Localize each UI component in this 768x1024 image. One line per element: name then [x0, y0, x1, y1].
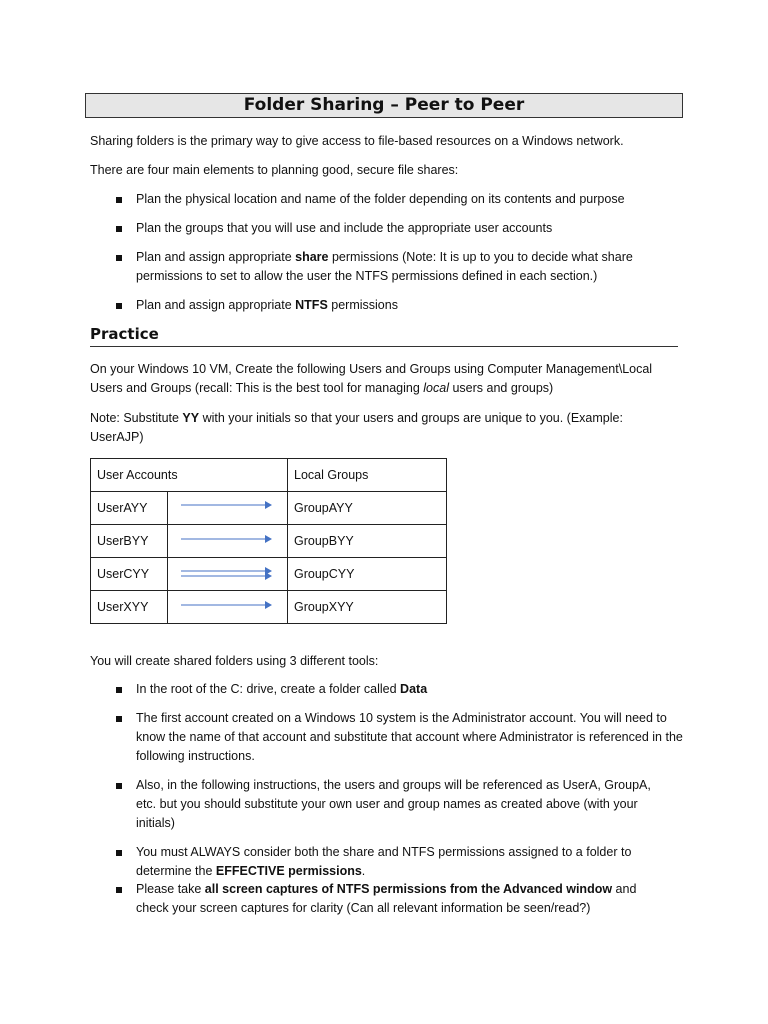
tools-bullet-4-tail: . — [361, 864, 366, 878]
screen-captures-emphasis: all screen captures of NTFS permissions from the Advanced window — [204, 882, 613, 896]
group-cell: GroupCYY — [288, 558, 447, 591]
table-row — [91, 492, 447, 525]
double-arrow-right-icon — [168, 558, 287, 590]
planning-bullet-3 — [136, 248, 656, 286]
tools-bullet-4-text: You must ALWAYS consider both the share and NTFS permissions assigned to a folder to determine the — [136, 845, 632, 878]
tools-bullet-5-text: Please take — [136, 882, 205, 896]
arrow-cell — [168, 558, 288, 591]
bullet-icon — [116, 850, 122, 856]
practice-p1-tail: users and groups) — [448, 381, 554, 395]
planning-bullet-3-note: permissions (Note: It is up to you to decide what share permissions to set to allow the user the NTFS permissions defined in each section.) — [136, 250, 633, 283]
user-cell: UserXYY — [91, 591, 168, 624]
bullet-icon — [116, 303, 122, 309]
table-header-row — [91, 459, 447, 492]
yy-emphasis: YY — [182, 411, 200, 425]
tools-bullet-1 — [136, 680, 684, 699]
group-cell: GroupAYY — [288, 492, 447, 525]
tools-bullet-4 — [136, 843, 656, 881]
planning-bullet-3-text: Plan and assign appropriate — [136, 250, 296, 264]
practice-heading: Practice — [90, 324, 678, 347]
practice-p2-tail: with your initials so that your users and groups are unique to you. (Example: UserAJP) — [90, 411, 623, 444]
planning-bullet-4 — [136, 296, 684, 315]
table-row — [91, 525, 447, 558]
arrow-cell — [168, 525, 288, 558]
tools-bullet-5 — [136, 880, 666, 918]
user-cell: UserAYY — [91, 492, 168, 525]
data-folder-emphasis: Data — [400, 682, 428, 696]
header-local-groups: Local Groups — [288, 459, 447, 492]
tools-bullet-3: Also, in the following instructions, the users and groups will be referenced as UserA, GroupA, etc. but you should substitute your own user and group names as created above (with your initials) — [136, 778, 651, 830]
intro-paragraph-1: Sharing folders is the primary way to give access to file-based resources on a Windows network. — [90, 134, 624, 148]
user-cell: UserBYY — [91, 525, 168, 558]
intro-paragraph-2: There are four main elements to planning good, secure file shares: — [90, 163, 459, 177]
bullet-icon — [116, 783, 122, 789]
tools-intro: You will create shared folders using 3 different tools: — [90, 654, 379, 668]
bullet-icon — [116, 716, 122, 722]
practice-p1-text: On your Windows 10 VM, Create the following Users and Groups using Computer Management\Local Users and Groups (recall: This is the best tool for managing — [90, 362, 653, 395]
document-title: Folder Sharing – Peer to Peer — [85, 93, 683, 118]
user-cell: UserCYY — [91, 558, 168, 591]
ntfs-emphasis: NTFS — [295, 298, 328, 312]
tools-bullet-2: The first account created on a Windows 10 system is the Administrator account. You will need to know the name of that account and substitute that account where Administrator is referenced in the following instructions. — [136, 711, 683, 763]
table-row — [91, 558, 447, 591]
group-cell: GroupXYY — [288, 591, 447, 624]
planning-bullet-4-tail: permissions — [327, 298, 398, 312]
planning-bullet-2: Plan the groups that you will use and include the appropriate user accounts — [136, 221, 553, 235]
practice-p2-text: Note: Substitute — [90, 411, 183, 425]
bullet-icon — [116, 255, 122, 261]
effective-permissions-emphasis: EFFECTIVE permissions — [215, 864, 362, 878]
planning-bullet-1: Plan the physical location and name of the folder depending on its contents and purpose — [136, 192, 625, 206]
arrow-cell — [168, 492, 288, 525]
arrow-right-icon — [168, 591, 287, 623]
bullet-icon — [116, 226, 122, 232]
local-emphasis: local — [423, 381, 449, 395]
users-groups-table — [90, 458, 447, 624]
bullet-icon — [116, 687, 122, 693]
practice-paragraph-1 — [90, 360, 670, 398]
share-emphasis: share — [295, 250, 329, 264]
tools-bullet-1-text: In the root of the C: drive, create a folder called — [136, 682, 401, 696]
arrow-cell — [168, 591, 288, 624]
arrow-right-icon — [168, 525, 287, 557]
practice-paragraph-2 — [90, 409, 670, 447]
tools-bullet-5-tail: and check your screen captures for clarity (Can all relevant information be seen/read?) — [136, 882, 637, 915]
arrow-right-icon — [168, 492, 287, 524]
planning-bullet-4-text: Plan and assign appropriate — [136, 298, 296, 312]
bullet-icon — [116, 887, 122, 893]
table-row — [91, 591, 447, 624]
group-cell: GroupBYY — [288, 525, 447, 558]
header-user-accounts: User Accounts — [91, 459, 288, 492]
bullet-icon — [116, 197, 122, 203]
